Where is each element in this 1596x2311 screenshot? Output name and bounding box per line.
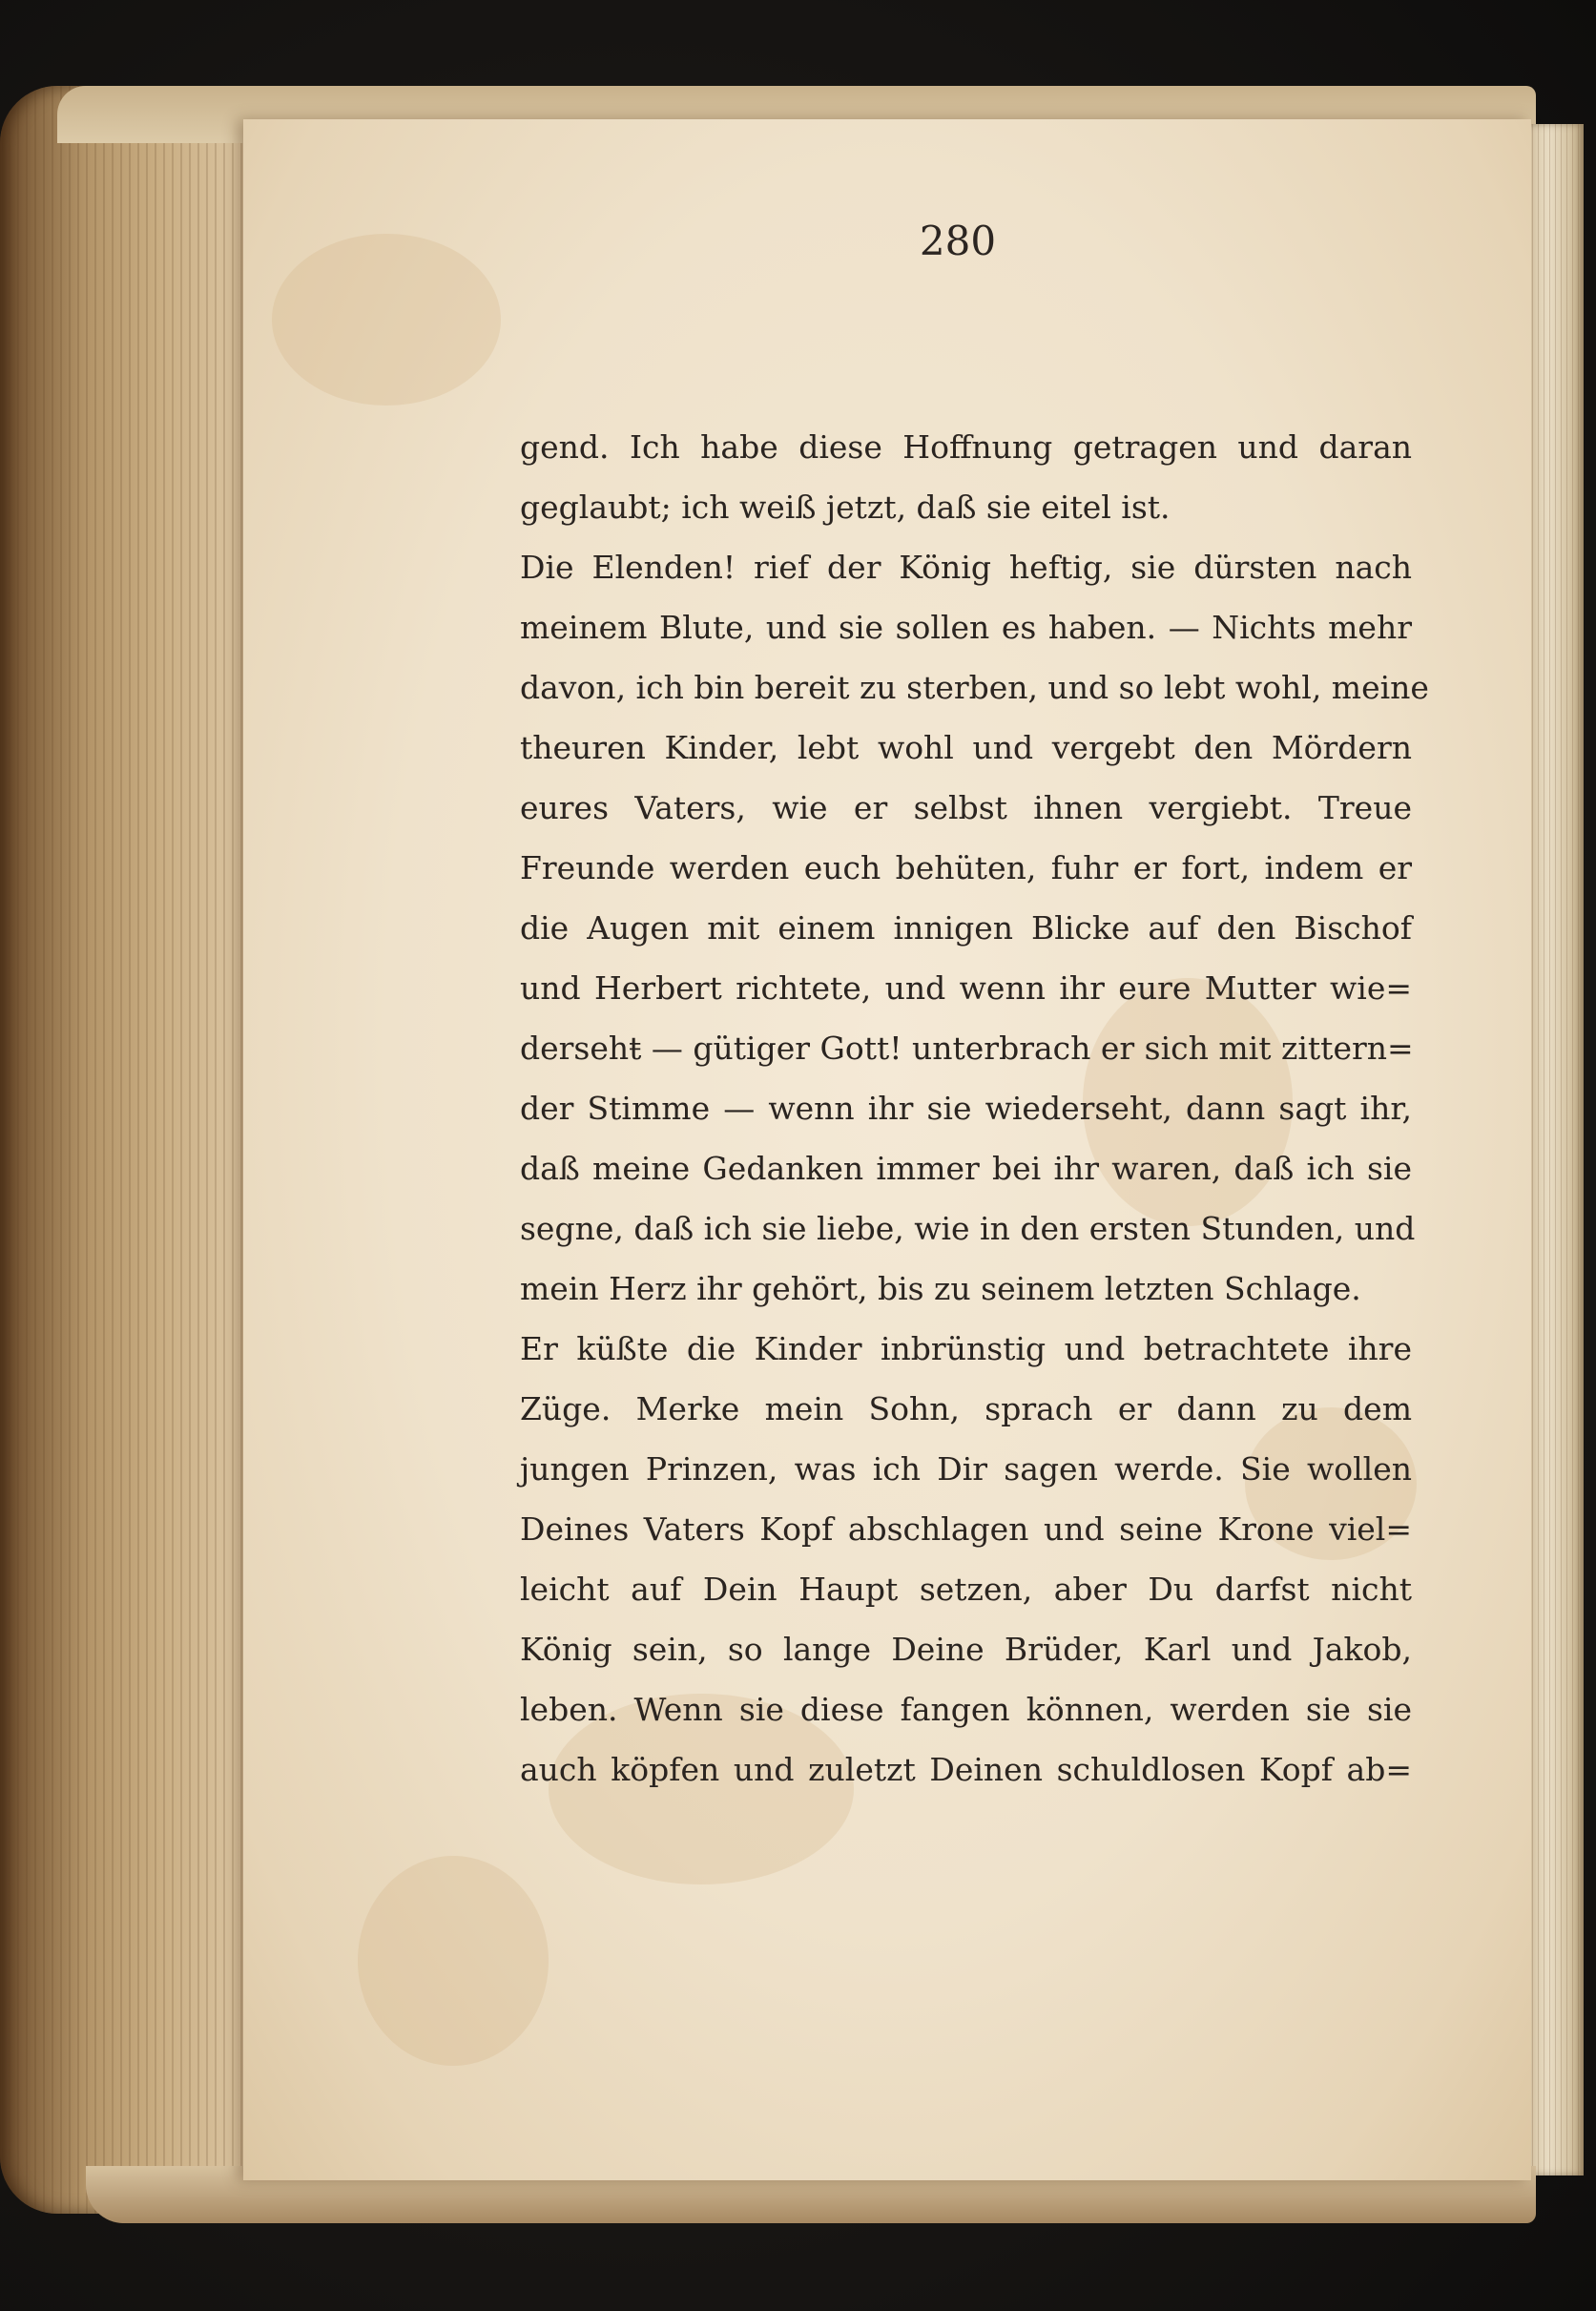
text-line: meinem Blute, und sie sollen es haben. — Nichts mehr: [520, 609, 1412, 646]
text-line: mein Herz ihr gehört, bis zu seinem letzten Schlage.: [520, 1270, 1361, 1307]
text-line: dersehŧ — gütiger Gott! unterbrach er sich mit zittern=: [520, 1030, 1414, 1067]
paper-stain: [358, 1856, 549, 2066]
text-line: der Stimme — wenn ihr sie wiederseht, dann sagt ihr,: [520, 1090, 1412, 1127]
text-line: und Herbert richtete, und wenn ihr eure Mutter wie=: [520, 969, 1412, 1007]
text-line: Züge. Merke mein Sohn, sprach er dann zu dem: [520, 1390, 1412, 1427]
text-line: auch köpfen und zuletzt Deinen schuldlosen Kopf ab=: [520, 1751, 1412, 1788]
facing-page-edge: [1526, 124, 1584, 2176]
text-line: leicht auf Dein Haupt setzen, aber Du darfst nicht: [520, 1571, 1412, 1608]
text-line: davon, ich bin bereit zu sterben, und so lebt wohl, meine: [520, 669, 1429, 706]
text-line: König sein, so lange Deine Brüder, Karl und Jakob,: [520, 1631, 1412, 1668]
text-line: geglaubt; ich weiß jetzt, daß sie eitel ist.: [520, 489, 1171, 526]
text-line: Die Elenden! rief der König heftig, sie dürsten nach: [520, 549, 1412, 586]
text-line: Er küßte die Kinder inbrünstig und betrachtete ihre: [520, 1330, 1412, 1367]
text-line: eures Vaters, wie er selbst ihnen vergiebt. Treue: [520, 789, 1412, 826]
text-line: Freunde werden euch behüten, fuhr er fort, indem er: [520, 849, 1412, 886]
text-line: jungen Prinzen, was ich Dir sagen werde. Sie wollen: [520, 1450, 1412, 1488]
text-line: Deines Vaters Kopf abschlagen und seine Krone viel=: [520, 1510, 1412, 1548]
text-line: die Augen mit einem innigen Blicke auf den Bischof: [520, 909, 1412, 947]
text-line: leben. Wenn sie diese fangen können, werden sie sie: [520, 1691, 1412, 1728]
page-number: 280: [919, 218, 997, 264]
text-line: daß meine Gedanken immer bei ihr waren, daß ich sie: [520, 1150, 1412, 1187]
text-line: theuren Kinder, lebt wohl und vergebt den Mördern: [520, 729, 1412, 766]
text-line: gend. Ich habe diese Hoffnung getragen und daran: [520, 428, 1412, 466]
text-line: segne, daß ich sie liebe, wie in den ersten Stunden, und: [520, 1210, 1416, 1247]
body-text: [520, 417, 1429, 1800]
